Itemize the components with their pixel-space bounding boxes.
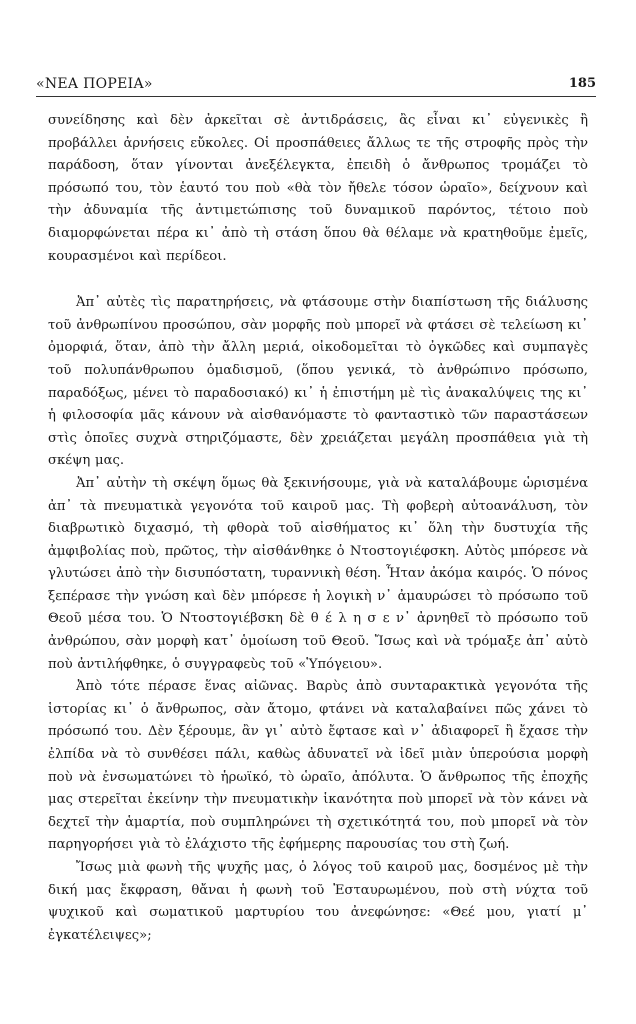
paragraph-4: Ἀπὸ τότε πέρασε ἕνας αἰῶνας. Βαρὺς ἀπὸ συνταρακτικὰ γεγονότα τῆς ἱστορίας κι᾽ ὁ ἄνθρωπος, σὰν ἄτομο, φτάνει νὰ καταλαβαίνει πῶς χάνει τὸ πρόσωπό του. Δὲν ξέρουμε, ἂν γι᾽ αὐτὸ ἔφτασε καὶ ν᾽ ἀδιαφορεῖ ἢ ἔχασε τὴν ἐλπίδα νὰ τὸ συνθέσει πάλι, καθὼς ἀδυνατεῖ νὰ ἰδεῖ μιὰν ὑπερούσια μορφὴ ποὺ νὰ ἐνσωματώνει τὸ ἡρωϊκό, τὸ ὡραῖο, ἀπόλυτα. Ὁ ἄνθρωπος τῆς ἐποχῆς μας στερεῖται ἐκείνην τὴν πνευματικὴν ἱκανότητα ποὺ μπορεῖ νὰ τὸν κάνει νὰ δεχτεῖ τὴν ἁμαρτία, ποὺ συμπληρώνει τὴ σχετικότητά του, ποὺ μπορεῖ νὰ τὸν παρηγορήσει γιὰ τὸ ἐλάχιστο τῆς ἐφήμερης παρουσίας του στὴ ζωή.	[48, 679, 588, 853]
paragraph-2: Ἀπ᾽ αὐτὲς τὶς παρατηρήσεις, νὰ φτάσουμε στὴν διαπίστωση τῆς διάλυσης τοῦ ἀνθρωπίνου προσώπου, σὰν μορφῆς ποὺ μπορεῖ νὰ φτάσει σὲ τελείωση κι᾽ ὀμορφιά, ὅταν, ἀπὸ τὴν ἄλλη μεριά, οἰκοδομεῖται τὸ ὀγκῶδες καὶ συμπαγὲς τοῦ πολυπάνθρωπου ὁμαδισμοῦ, (ὅπου γενικά, τὸ ἀνθρώπινο πρόσωπο, παραδόξως, μένει τὸ παραδοσιακό) κι᾽ ἡ ἐπιστήμη μὲ τὶς ἀνακαλύψεις της κι᾽ ἡ φιλοσοφία μᾶς κάνουν νὰ αἰσθανόμαστε τὸ φανταστικὸ τῶν παραστάσεων στὶς ὁποῖες συχνὰ στηριζόμαστε, δὲν χρειάζεται μεγάλη προσπάθεια γιὰ τὴ σκέψη μας.	[48, 295, 588, 469]
article-body	[48, 110, 588, 947]
paragraph-3: Ἀπ᾽ αὐτὴν τὴ σκέψη ὅμως θὰ ξεκινήσουμε, γιὰ νὰ καταλάβουμε ὡρισμένα ἀπ᾽ τὰ πνευματικὰ γεγονότα τοῦ καιροῦ μας. Τὴ φοβερὴ αὐτοανάλυση, τὸν διαβρωτικὸ διχασμό, τὴ φθορὰ τοῦ αἰσθήματος κι᾽ ὅλη τὴν δυστυχία τῆς ἀμφιβολίας ποὺ, πρῶτος, τὴν αἰσθάνθηκε ὁ Ντοστογιέφσκη. Αὐτὸς μπόρεσε νὰ γλυτώσει ἀπὸ τὴν δισυπόστατη, τυραννικὴ θέση. Ἦταν ἀκόμα καιρός. Ὁ πόνος ξεπέρασε τὴν γνώση καὶ δὲν μπόρεσε ἡ λογικὴ ν᾽ ἀμαυρώσει τὸ πρόσωπο τοῦ Θεοῦ μέσα του. Ὁ Ντοστογιέβσκη δὲ θ έ λ η σ ε ν᾽ ἀρνηθεῖ τὸ πρόσωπο τοῦ ἀνθρώπου, σὰν μορφὴ κατ᾽ ὁμοίωση τοῦ Θεοῦ. Ἴσως καὶ νὰ τρόμαξε ἀπ᾽ αὐτὸ ποὺ ἀντιλήφθηκε, ὁ συγγραφεὺς τοῦ «Ὑπόγειου».	[48, 475, 588, 672]
paragraph-5: Ἴσως μιὰ φωνὴ τῆς ψυχῆς μας, ὁ λόγος τοῦ καιροῦ μας, δοσμένος μὲ τὴν δική μας ἔκφραση, θἄναι ἡ φωνὴ τοῦ Ἐσταυρωμένου, ποὺ στὴ νύχτα τοῦ ψυχικοῦ καὶ σωματικοῦ μαρτυρίου του ἀνεφώνησε: «Θεέ μου, γιατί μ᾽ ἐγκατέλειψες»;	[48, 860, 588, 943]
running-header	[36, 74, 596, 97]
paragraph-1: συνείδησης καὶ δὲν ἀρκεῖται σὲ ἀντιδράσεις, ἂς εἶναι κι᾽ εὐγενικὲς ἢ προβάλλει ἀρνήσεις εὔκολες. Οἱ προσπάθειες ἄλλως τε τῆς στροφῆς πρὸς τὴν παράδοση, ὅταν γίνονται ἀνεξέλεγκτα, ἐπειδὴ ὁ ἄνθρωπος τρομάζει τὸ πρόσωπό του, τὸν ἑαυτό του ποὺ «θὰ τὸν ἤθελε τόσον ὡραῖο», δείχνουν καὶ τὴν ἀδυναμία τῆς ἀντιμετώπισης τοῦ δυναμικοῦ παρόντος, τέτοιο ποὺ διαμορφώνεται πέρα κι᾽ ἀπὸ τὴ στάση ὅπου θὰ θέλαμε νὰ κρατηθοῦμε ἐμεῖς, κουρασμένοι καὶ περίδεοι.	[48, 113, 588, 264]
journal-title: «ΝΕΑ ΠΟΡΕΙΑ»	[36, 76, 153, 92]
page-number: 185	[568, 76, 596, 91]
